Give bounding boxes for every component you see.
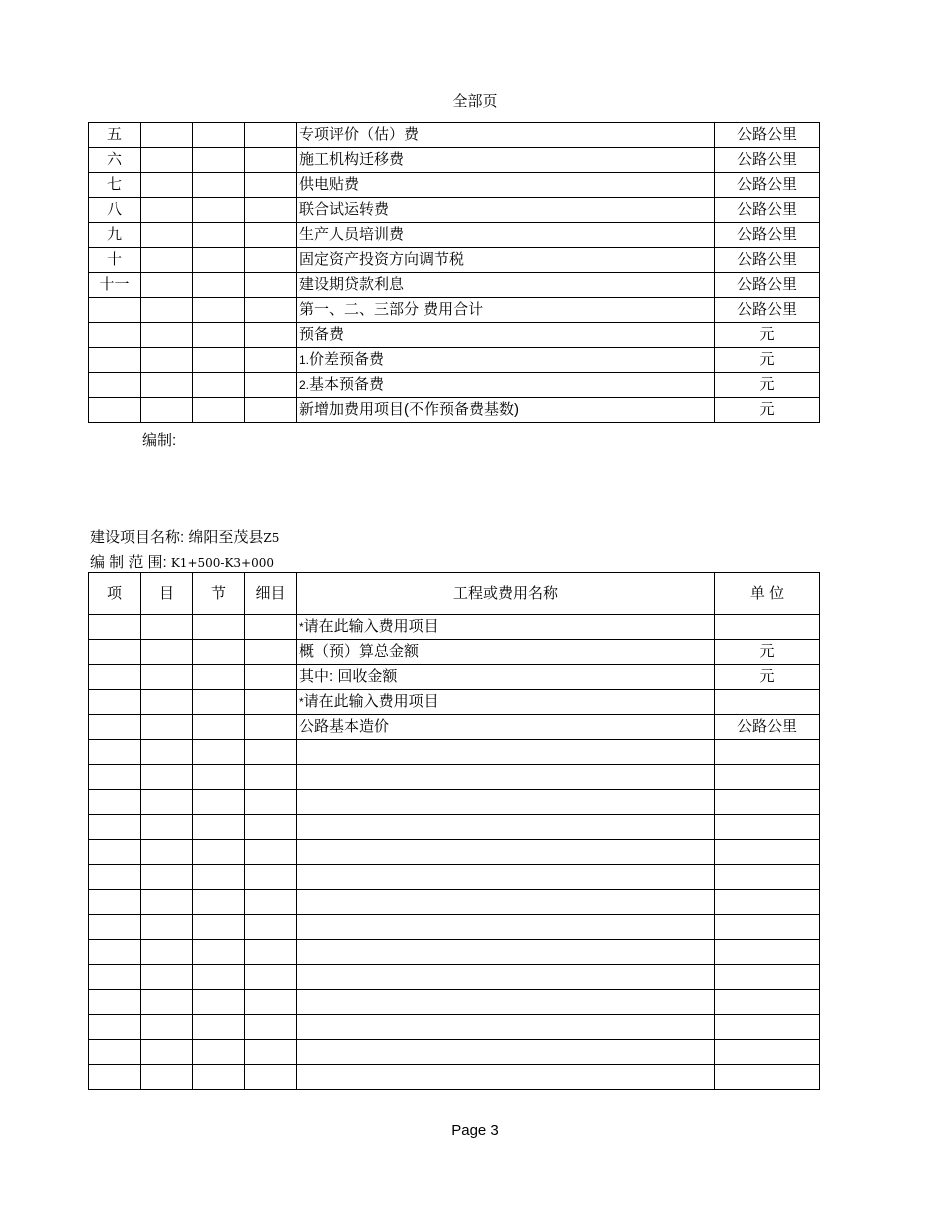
- cell-ximu: [245, 1015, 297, 1040]
- cell-unit: [715, 765, 820, 790]
- cell-name: [297, 990, 715, 1015]
- cell-jie: [193, 1015, 245, 1040]
- table-row: [89, 373, 820, 398]
- name-text: 联合试运转费: [299, 201, 390, 218]
- cell-jie: [193, 398, 245, 423]
- cell-xiang: [89, 373, 141, 398]
- cell-unit: [715, 940, 820, 965]
- cell-mu: [141, 123, 193, 148]
- cell-jie: [193, 273, 245, 298]
- top-cost-table: [88, 122, 820, 423]
- cell-xiang: [89, 1065, 141, 1090]
- cell-name: [297, 198, 715, 223]
- cell-name: [297, 965, 715, 990]
- cell-mu: [141, 715, 193, 740]
- cell-jie: [193, 173, 245, 198]
- cell-ximu: [245, 223, 297, 248]
- cell-name: [297, 815, 715, 840]
- cell-ximu: [245, 890, 297, 915]
- page-footer: Page 3: [451, 1122, 499, 1139]
- cell-jie: [193, 640, 245, 665]
- empty-row: [89, 740, 820, 765]
- cell-unit: 元: [715, 373, 820, 398]
- empty-row: [89, 915, 820, 940]
- cell-name: [297, 640, 715, 665]
- cell-xiang: [89, 790, 141, 815]
- cell-jie: [193, 690, 245, 715]
- cell-mu: [141, 1040, 193, 1065]
- cell-name: [297, 273, 715, 298]
- cell-unit: 元: [715, 348, 820, 373]
- cell-ximu: [245, 298, 297, 323]
- cell-xiang: [89, 348, 141, 373]
- cell-ximu: [245, 740, 297, 765]
- cell-jie: [193, 348, 245, 373]
- name-text: 请在此输入费用项目: [303, 618, 439, 635]
- name-text: 建设期贷款利息: [299, 276, 405, 293]
- cell-mu: [141, 273, 193, 298]
- project-name-value: 绵阳至茂县: [188, 529, 264, 546]
- cell-unit: [715, 840, 820, 865]
- name-text: 其中: 回收金额: [299, 668, 398, 685]
- cell-mu: [141, 965, 193, 990]
- cell-ximu: [245, 323, 297, 348]
- table-row: [89, 148, 820, 173]
- table-row: [89, 615, 820, 640]
- cell-mu: [141, 915, 193, 940]
- table-row: [89, 123, 820, 148]
- cell-mu: [141, 348, 193, 373]
- cell-ximu: [245, 273, 297, 298]
- cell-xiang: 八: [89, 198, 141, 223]
- cell-xiang: [89, 665, 141, 690]
- cell-unit: 公路公里: [715, 248, 820, 273]
- cell-name: [297, 348, 715, 373]
- cell-mu: [141, 198, 193, 223]
- cell-mu: [141, 223, 193, 248]
- name-text: 预备费: [299, 326, 345, 343]
- empty-row: [89, 990, 820, 1015]
- cell-jie: [193, 1040, 245, 1065]
- name-text: 专项评价（估）费: [299, 126, 420, 143]
- cell-mu: [141, 690, 193, 715]
- cell-unit: 元: [715, 323, 820, 348]
- empty-row: [89, 1040, 820, 1065]
- cell-jie: [193, 915, 245, 940]
- cell-unit: 公路公里: [715, 223, 820, 248]
- empty-row: [89, 765, 820, 790]
- empty-row: [89, 940, 820, 965]
- cell-name: [297, 298, 715, 323]
- bottom-cost-table: [88, 572, 820, 1090]
- name-text: 公路基本造价: [299, 718, 390, 735]
- cell-jie: [193, 298, 245, 323]
- header-name: 工程或费用名称: [297, 573, 715, 615]
- cell-xiang: [89, 915, 141, 940]
- cell-mu: [141, 665, 193, 690]
- name-text: 施工机构迁移费: [299, 151, 405, 168]
- cell-ximu: [245, 690, 297, 715]
- name-prefix: 1.: [299, 353, 310, 367]
- name-text: 价差预备费: [309, 351, 385, 368]
- cell-mu: [141, 840, 193, 865]
- cell-unit: [715, 1015, 820, 1040]
- cell-xiang: [89, 765, 141, 790]
- cell-mu: [141, 740, 193, 765]
- cell-unit: 公路公里: [715, 123, 820, 148]
- cell-jie: [193, 740, 245, 765]
- table-row: [89, 273, 820, 298]
- cell-jie: [193, 765, 245, 790]
- cell-ximu: [245, 965, 297, 990]
- compiler-label: 编制:: [142, 432, 177, 449]
- cell-ximu: [245, 990, 297, 1015]
- cell-mu: [141, 940, 193, 965]
- cell-mu: [141, 173, 193, 198]
- header-unit: 单 位: [715, 573, 820, 615]
- table-row: [89, 198, 820, 223]
- cell-unit: [715, 915, 820, 940]
- cell-xiang: 十: [89, 248, 141, 273]
- cell-unit: [715, 615, 820, 640]
- cell-xiang: [89, 940, 141, 965]
- cell-mu: [141, 398, 193, 423]
- cell-ximu: [245, 173, 297, 198]
- header-jie: 节: [193, 573, 245, 615]
- empty-row: [89, 865, 820, 890]
- cell-xiang: [89, 865, 141, 890]
- cell-xiang: [89, 740, 141, 765]
- table-row: [89, 173, 820, 198]
- empty-row: [89, 790, 820, 815]
- cell-xiang: [89, 840, 141, 865]
- cell-unit: [715, 1040, 820, 1065]
- cell-mu: [141, 298, 193, 323]
- cell-ximu: [245, 865, 297, 890]
- cell-unit: 公路公里: [715, 715, 820, 740]
- name-text: 固定资产投资方向调节税: [299, 251, 465, 268]
- cell-unit: [715, 890, 820, 915]
- cell-ximu: [245, 715, 297, 740]
- cell-ximu: [245, 348, 297, 373]
- project-name-code: Z5: [263, 531, 280, 545]
- table-row: [89, 323, 820, 348]
- cell-mu: [141, 323, 193, 348]
- cell-name: [297, 248, 715, 273]
- cell-name: [297, 765, 715, 790]
- page-header: 全部页: [452, 93, 498, 110]
- cell-ximu: [245, 640, 297, 665]
- cell-jie: [193, 990, 245, 1015]
- cell-unit: 元: [715, 640, 820, 665]
- cell-ximu: [245, 123, 297, 148]
- cell-mu: [141, 148, 193, 173]
- name-text: 基本预备费: [309, 376, 385, 393]
- cell-xiang: [89, 965, 141, 990]
- cell-ximu: [245, 840, 297, 865]
- cell-name: [297, 398, 715, 423]
- cell-unit: 公路公里: [715, 298, 820, 323]
- cell-jie: [193, 865, 245, 890]
- name-prefix: *: [299, 620, 304, 634]
- cell-name: [297, 790, 715, 815]
- cell-mu: [141, 990, 193, 1015]
- cell-unit: 元: [715, 398, 820, 423]
- cell-xiang: 九: [89, 223, 141, 248]
- name-text: 供电贴费: [299, 176, 360, 193]
- cell-ximu: [245, 815, 297, 840]
- cell-name: [297, 123, 715, 148]
- cell-name: [297, 740, 715, 765]
- cell-mu: [141, 890, 193, 915]
- cell-mu: [141, 615, 193, 640]
- table-row: [89, 665, 820, 690]
- cell-unit: 公路公里: [715, 148, 820, 173]
- cell-ximu: [245, 940, 297, 965]
- cell-unit: [715, 815, 820, 840]
- cell-xiang: [89, 398, 141, 423]
- cell-mu: [141, 1015, 193, 1040]
- table-row: [89, 690, 820, 715]
- cell-unit: 公路公里: [715, 173, 820, 198]
- cell-ximu: [245, 398, 297, 423]
- cell-xiang: [89, 690, 141, 715]
- cell-name: [297, 690, 715, 715]
- cell-mu: [141, 815, 193, 840]
- cell-jie: [193, 940, 245, 965]
- cell-unit: [715, 790, 820, 815]
- cell-name: [297, 173, 715, 198]
- cell-unit: [715, 740, 820, 765]
- cell-mu: [141, 373, 193, 398]
- table-row: [89, 640, 820, 665]
- cell-xiang: 十一: [89, 273, 141, 298]
- cell-name: [297, 1015, 715, 1040]
- project-name-label: 建设项目名称:: [90, 529, 185, 546]
- cell-ximu: [245, 1040, 297, 1065]
- cell-mu: [141, 865, 193, 890]
- cell-jie: [193, 790, 245, 815]
- name-text: 生产人员培训费: [299, 226, 405, 243]
- header-mu: 目: [141, 573, 193, 615]
- cell-ximu: [245, 148, 297, 173]
- cell-xiang: [89, 615, 141, 640]
- cell-xiang: [89, 640, 141, 665]
- name-text: 第一、二、三部分 费用合计: [299, 301, 484, 318]
- empty-row: [89, 965, 820, 990]
- cell-xiang: [89, 815, 141, 840]
- cell-jie: [193, 223, 245, 248]
- cell-jie: [193, 890, 245, 915]
- cell-unit: 公路公里: [715, 198, 820, 223]
- cell-unit: [715, 1065, 820, 1090]
- cell-jie: [193, 248, 245, 273]
- cell-ximu: [245, 915, 297, 940]
- empty-row: [89, 1015, 820, 1040]
- name-prefix: *: [299, 695, 304, 709]
- cell-name: [297, 1040, 715, 1065]
- cell-name: [297, 915, 715, 940]
- empty-row: [89, 890, 820, 915]
- cell-name: [297, 223, 715, 248]
- cell-xiang: 六: [89, 148, 141, 173]
- cell-jie: [193, 840, 245, 865]
- cell-jie: [193, 815, 245, 840]
- cell-unit: [715, 990, 820, 1015]
- table-row: [89, 298, 820, 323]
- empty-row: [89, 840, 820, 865]
- cell-xiang: 七: [89, 173, 141, 198]
- cell-name: [297, 890, 715, 915]
- cell-xiang: [89, 298, 141, 323]
- empty-row: [89, 815, 820, 840]
- header-xiang: 项: [89, 573, 141, 615]
- cell-ximu: [245, 765, 297, 790]
- cell-xiang: [89, 890, 141, 915]
- cell-name: [297, 615, 715, 640]
- cell-mu: [141, 765, 193, 790]
- cell-ximu: [245, 1065, 297, 1090]
- cell-name: [297, 865, 715, 890]
- cell-jie: [193, 665, 245, 690]
- cell-unit: [715, 865, 820, 890]
- cell-xiang: [89, 1015, 141, 1040]
- cell-name: [297, 373, 715, 398]
- cell-xiang: [89, 1040, 141, 1065]
- cell-mu: [141, 790, 193, 815]
- cell-jie: [193, 373, 245, 398]
- table-row: [89, 223, 820, 248]
- cell-jie: [193, 198, 245, 223]
- table-row: [89, 348, 820, 373]
- header-ximu: 细目: [245, 573, 297, 615]
- cell-xiang: [89, 990, 141, 1015]
- cell-xiang: 五: [89, 123, 141, 148]
- name-prefix: 2.: [299, 378, 310, 392]
- cell-mu: [141, 248, 193, 273]
- cell-ximu: [245, 373, 297, 398]
- cell-mu: [141, 640, 193, 665]
- header-row: [89, 573, 820, 615]
- cell-unit: 公路公里: [715, 273, 820, 298]
- cell-jie: [193, 965, 245, 990]
- cell-unit: 元: [715, 665, 820, 690]
- cell-ximu: [245, 248, 297, 273]
- name-text: 请在此输入费用项目: [303, 693, 439, 710]
- cell-jie: [193, 615, 245, 640]
- name-text: 新增加费用项目(不作预备费基数): [299, 401, 519, 418]
- cell-jie: [193, 1065, 245, 1090]
- cell-name: [297, 1065, 715, 1090]
- scope-label: 编 制 范 围:: [90, 554, 167, 571]
- cell-mu: [141, 1065, 193, 1090]
- cell-jie: [193, 323, 245, 348]
- name-text: 概（预）算总金额: [299, 643, 420, 660]
- cell-name: [297, 323, 715, 348]
- cell-name: [297, 665, 715, 690]
- cell-ximu: [245, 198, 297, 223]
- cell-name: [297, 940, 715, 965]
- cell-name: [297, 148, 715, 173]
- cell-unit: [715, 690, 820, 715]
- scope-line: [90, 551, 274, 572]
- cell-name: [297, 715, 715, 740]
- scope-value: K1+500-K3+000: [170, 556, 275, 570]
- cell-name: [297, 840, 715, 865]
- cell-xiang: [89, 715, 141, 740]
- empty-row: [89, 1065, 820, 1090]
- table-row: [89, 398, 820, 423]
- cell-ximu: [245, 790, 297, 815]
- cell-jie: [193, 123, 245, 148]
- table-row: [89, 248, 820, 273]
- cell-xiang: [89, 323, 141, 348]
- project-name-line: [90, 526, 279, 547]
- cell-ximu: [245, 665, 297, 690]
- table-row: [89, 715, 820, 740]
- cell-ximu: [245, 615, 297, 640]
- cell-unit: [715, 965, 820, 990]
- cell-jie: [193, 715, 245, 740]
- cell-jie: [193, 148, 245, 173]
